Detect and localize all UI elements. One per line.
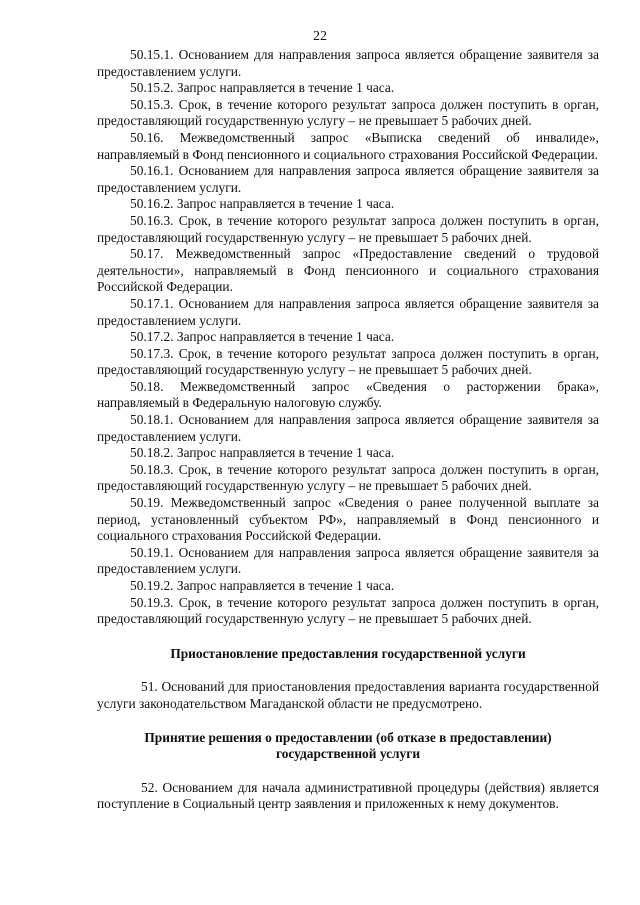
- paragraph-50-19-3: 50.19.3. Срок, в течение которого результат запроса должен поступить в орган, предоставляющий государственную услугу – не превышает 5 рабочих дней.: [97, 594, 599, 627]
- paragraph-50-16-3: 50.16.3. Срок, в течение которого результат запроса должен поступить в орган, предоставляющий государственную услугу – не превышает 5 рабочих дней.: [97, 212, 599, 245]
- paragraph-50-16-1: 50.16.1. Основанием для направления запроса является обращение заявителя за предоставлением услуги.: [97, 163, 599, 195]
- paragraph-50-15-2: 50.15.2. Запрос направляется в течение 1 часа.: [130, 80, 395, 96]
- paragraph-50-17: 50.17. Межведомственный запрос «Предоставление сведений о трудовой деятельности», направляемый в Фонд пенсионного и социального страхования Российской Федерации.: [97, 246, 599, 295]
- section-heading-decision: [97, 730, 599, 763]
- paragraph-50-15-1: 50.15.1. Основанием для направления запроса является обращение заявителя за предоставлением услуги.: [97, 47, 599, 79]
- paragraph-50-17-2: 50.17.2. Запрос направляется в течение 1 часа.: [130, 329, 395, 345]
- paragraph-51: 51. Оснований для приостановления предоставления варианта государственной услуги законодательством Магаданской области не предусмотрено.: [97, 679, 599, 711]
- paragraph-50-17-1: 50.17.1. Основанием для направления запроса является обращение заявителя за предоставлением услуги.: [97, 295, 599, 328]
- paragraph-50-18: 50.18. Межведомственный запрос «Сведения о расторжении брака», направляемый в Федеральную налоговую службу.: [97, 378, 599, 411]
- document-body: [97, 47, 599, 813]
- section-heading-suspension: Приостановление предоставления государственной услуги: [170, 645, 526, 661]
- page-number: 22: [313, 29, 327, 44]
- paragraph-50-15-3: 50.15.3. Срок, в течение которого результат запроса должен поступить в орган, предоставляющий государственную услугу – не превышает 5 рабочих дней.: [97, 96, 599, 129]
- paragraph-50-16-2: 50.16.2. Запрос направляется в течение 1 часа.: [130, 196, 395, 212]
- section-heading-decision-line-1: Принятие решения о предоставлении (об отказе в предоставлении): [144, 729, 552, 745]
- paragraph-50-19: 50.19. Межведомственный запрос «Сведения о ранее полученной выплате за период, установленный субъектом РФ», направляемый в Фонд пенсионного и социального страхования Российской Федерации.: [97, 495, 599, 544]
- paragraph-50-19-2: 50.19.2. Запрос направляется в течение 1 часа.: [130, 578, 395, 593]
- paragraph-50-16: 50.16. Межведомственный запрос «Выписка сведений об инвалиде», направляемый в Фонд пенсионного и социального страхования Российской Федерации.: [97, 129, 599, 162]
- paragraph-50-18-1: 50.18.1. Основанием для направления запроса является обращение заявителя за предоставлением услуги.: [97, 412, 599, 444]
- paragraph-50-18-3: 50.18.3. Срок, в течение которого результат запроса должен поступить в орган, предоставляющий государственную услугу – не превышает 5 рабочих дней.: [97, 461, 599, 494]
- section-heading-decision-line-2: государственной услуги: [275, 746, 421, 762]
- paragraph-50-19-1: 50.19.1. Основанием для направления запроса является обращение заявителя за предоставлением услуги.: [97, 544, 599, 577]
- paragraph-52: 52. Основанием для начала административной процедуры (действия) является поступление в Социальный центр заявления и приложенных к нему документов.: [97, 779, 599, 812]
- paragraph-50-18-2: 50.18.2. Запрос направляется в течение 1 часа.: [130, 445, 395, 461]
- paragraph-50-17-3: 50.17.3. Срок, в течение которого результат запроса должен поступить в орган, предоставляющий государственную услугу – не превышает 5 рабочих дней.: [97, 345, 599, 378]
